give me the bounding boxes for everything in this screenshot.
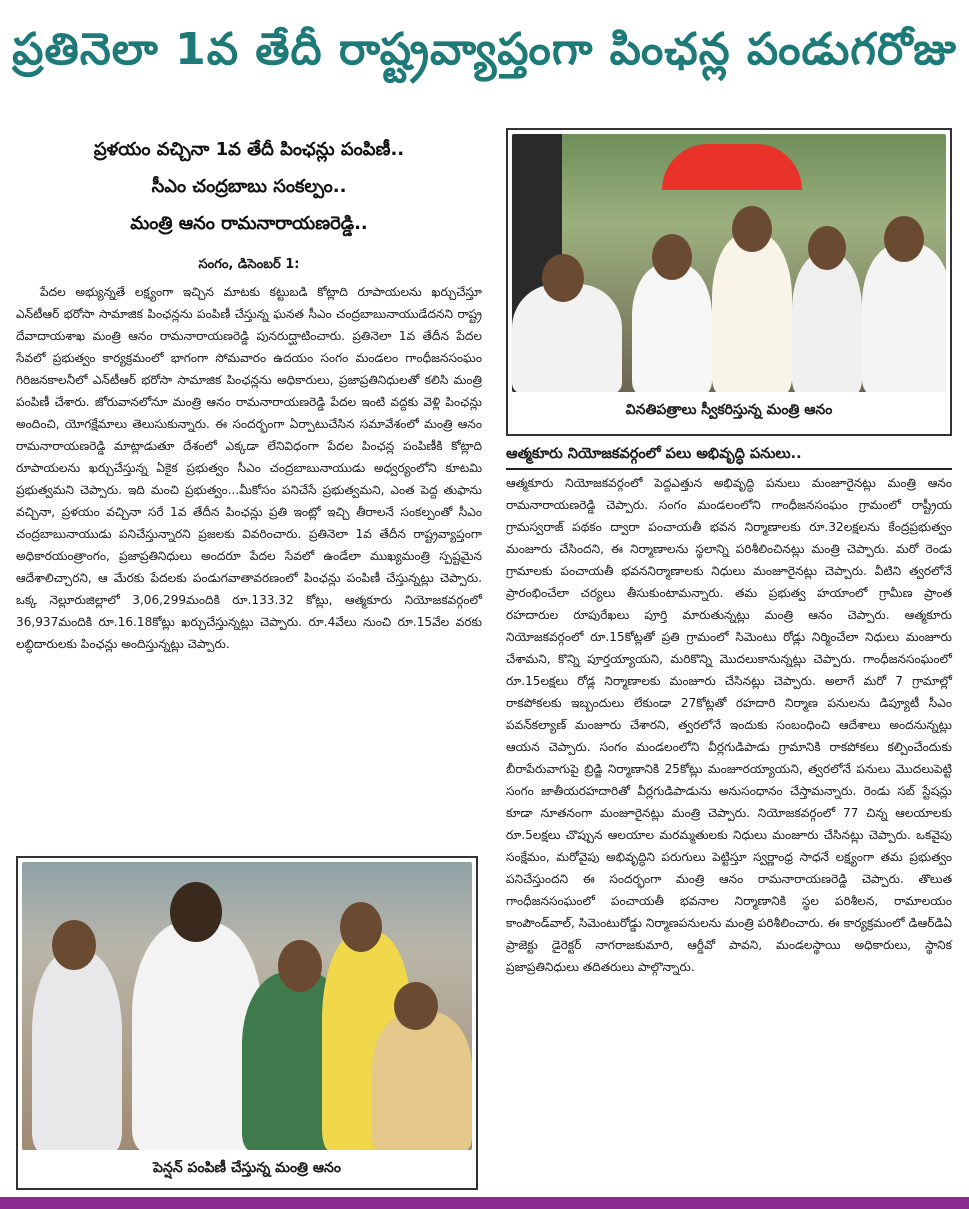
petitions-photo bbox=[512, 134, 946, 392]
right-column bbox=[506, 128, 952, 978]
pension-photo-caption: పెన్షన్ పంపిణీ చేస్తున్న మంత్రి ఆనం bbox=[153, 1160, 341, 1176]
pension-photo-frame bbox=[16, 856, 478, 1190]
bottom-border-bar bbox=[0, 1197, 969, 1209]
petitions-photo-caption: వినతిపత్రాలు స్వీకరిస్తున్న మంత్రి ఆనం bbox=[625, 402, 833, 418]
petition-photo-frame bbox=[506, 128, 952, 436]
pension-distribution-photo bbox=[22, 862, 472, 1150]
dateline: సంగం, డిసెంబర్ 1: bbox=[198, 257, 300, 272]
subheading-1: ప్రళయం వచ్చినా 1వ తేదీ పింఛన్లు పంపిణీ.. bbox=[93, 139, 405, 160]
left-column bbox=[16, 128, 482, 1176]
section-title: ఆత్మకూరు నియోజకవర్గంలో పలు అభివృద్ధి పనులు.. bbox=[506, 446, 952, 470]
page-headline: ప్రతినెలా 1వ తేదీ రాష్ట్రవ్యాప్తంగా పింఛన్ల పండుగరోజు bbox=[12, 24, 957, 75]
left-article-body: పేదల అభ్యున్నతే లక్ష్యంగా ఇచ్చిన మాటకు కట్టుబడి కోట్లాది రూపాయలను ఖర్చుచేస్తూ ఎన్‌టీఆర్ భరోసా సామాజిక పింఛన్లను పంపిణీ చేస్తున్న ఘనత సీఎం చంద్రబాబునాయుడేదనని రాష్ట్ర దేవాదాయశాఖ మంత్రి ఆనం రామనారాయణరెడ్డి పునరుద్ఘాటించారు. ప్రతినెలా 1వ తేదీన పేదల సేవలో ప్రభుత్వం కార్యక్రమంలో భాగంగా సోమవారం ఉదయం సంగం మండలం గాంధీజనసంఘం గిరిజనకాలనీలో ఎన్‌టీఆర్ భరోసా సామాజిక పింఛన్లను అధికారులు, ప్రజాప్రతినిధులతో కలిసి మంత్రి పంపిణీ చేశారు. జోరువానలోనూ మంత్రి ఆనం రామనారాయణరెడ్డి పేదల ఇంటి వద్దకు వెళ్లి పింఛన్లు అందించి, యోగక్షేమాలు తెలుసుకున్నారు. ఈ సందర్భంగా ఏర్పాటుచేసిన సమావేశంలో మంత్రి ఆనం రామనారాయణరెడ్డి మాట్లాడుతూ దేశంలో ఎక్కడా లేనివిధంగా పేదల పింఛన్ల పంపిణీకి కోట్లాది రూపాయలను ఖర్చుచేస్తున్న ఏకైక ప్రభుత్వం సీఎం చంద్రబాబునాయుడు అధ్వర్యంలోని కూటమి ప్రభుత్వమని చెప్పారు. ఇది మంచి ప్రభుత్వం...మీకోసం పనిచేసే ప్రభుత్వమని, ఎంత పెద్ద తుఫాను వచ్చినా, ప్రళయం వచ్చినా సరే 1వ తేదీన పింఛన్లు ప్రతి ఇంట్లో ఇచ్చి తీరాలనే సంకల్పంతో సీఎం చంద్రబాబునాయుడు పనిచేస్తున్నారని ప్రజలకు వివరించారు. ప్రతినెలా 1వ తేదీన రాష్ట్రవ్యాప్తంగా అధికారయంత్రాంగం, ప్రజాప్రతినిధులు అందరూ పేదల సేవలో ఉండేలా ముఖ్యమంత్రి స్పష్టమైన ఆదేశాలిచ్చారని, ఆ మేరకు పేదలకు పండుగవాతావరణంలో పింఛన్లు పంపిణీ చేస్తున్నట్లు చెప్పారు. ఒక్క నెల్లూరుజిల్లాలో 3,06,299మందికి రూ.133.32 కోట్లు, ఆత్మకూరు నియోజకవర్గంలో 36,937మందికి రూ.16.18కోట్లు ఖర్చుచేస్తున్నట్లు చెప్పారు. రూ.4వేలు నుంచి రూ.15వేల వరకు లబ్ధిదారులకు పింఛన్లు అందిస్తున్నట్లు చెప్పారు. bbox=[16, 285, 482, 651]
right-article-body: ఆత్మకూరు నియోజకవర్గంలో పెద్దఎత్తున అభివృద్ధి పనులు మంజూరైనట్లు మంత్రి ఆనం రామనారాయణరెడ్డి చెప్పారు. సంగం మండలంలోని గాంధీజనసంఘం గ్రామంలో రాష్ట్రీయ గ్రామస్వరాజ్ పథకం ద్వారా పంచాయతీ భవన నిర్మాణాలకు రూ.32లక్షలను కేంద్రప్రభుత్వం మంజూరు చేసిందని, ఈ నిర్మాణాలను స్థలాన్ని పరిశీలించినట్లు మంత్రి చెప్పారు. మరో రెండు గ్రామాలకు పంచాయతీ భవననిర్మాణాలకు నిధులు మంజూరైనట్లు చెప్పారు. వీటిని త్వరలోనే ప్రారంభించేలా చర్యలు తీసుకుంటామన్నారు. తమ ప్రభుత్వ హయాంలో గ్రామీణ ప్రాంత రహదారుల రూపురేఖలు పూర్తి మారుతున్నట్లు మంత్రి ఆనం చెప్పారు. ఆత్మకూరు నియోజకవర్గంలో రూ.15కోట్లతో ప్రతి గ్రామంలో సిమెంటు రోడ్లు నిర్మించేలా నిధులు మంజూరు చేశామని, కొన్ని పూర్తయ్యాయని, మరికొన్ని మొదలుకానున్నట్లు చెప్పారు. గాంధీజనసంఘంలో రూ.15లక్షలు రోడ్ల నిర్మాణాలకు మంజూరు చేసినట్లు చెప్పారు. అలాగే మరో 7 గ్రామాల్లో రాకపోకలకు ఇబ్బందులు లేకుండా 27కోట్లతో రహదారి నిర్మాణ పనులను డిప్యూటీ సీఎం పవన్‌కల్యాణ్ మంజూరు చేశారని, త్వరలోనే ఇందుకు సంబంధించి ఆదేశాలు అందనున్నట్లు ఆయన చెప్పారు. సంగం మండలంలోని వీర్లగుడిపాడు గ్రామానికి రాకపోకలు కల్పించేందుకు బీరాపేరువాగుపై బ్రిడ్జి నిర్మాణానికి 25కోట్లు మంజూరయ్యాయని, త్వరలోనే పనులు మొదలుపెట్టి సంగం జాతీయరహదారితో వీర్లగుడిపాడును అనుసంధానం చేస్తామన్నారు. రెండు సబ్ స్టేషన్లు కూడా నూతనంగా మంజూరైనట్లు మంత్రి చెప్పారు. నియోజకవర్గంలో 77 చిన్న ఆలయాలకు రూ.5లక్షలు చొప్పున ఆలయాల మరమ్మతులకు నిధులు మంజూరు చేసినట్లు చెప్పారు. ఒకవైపు సంక్షేమం, మరోవైపు అభివృద్ధిని పరుగులు పెట్టిస్తూ స్వర్ణాంధ్ర సాధనే లక్ష్యంగా తమ ప్రభుత్వం పనిచేస్తుందని ఈ సందర్భంగా మంత్రి ఆనం రామనారాయణరెడ్డి చెప్పారు. తొలుత గాంధీజనసంఘంలో పంచాయతీ భవనాల నిర్మాణానికి స్థల పరిశీలన, రామాలయం కాంపౌండ్‌వాల్, సిమెంటురోడ్డు నిర్మాణపనులను మంత్రి పరిశీలించారు. ఈ కార్యక్రమంలో డిఆర్‌డిఏ ప్రాజెక్టు డైరెక్టర్ నాగరాజకుమారి, ఆర్డీవో పావని, మండలస్థాయి అధికారులు, స్థానిక ప్రజాప్రతినిధులు తదితరులు పాల్గొన్నారు. bbox=[506, 476, 952, 974]
subheading-2: సీఎం చంద్రబాబు సంకల్పం.. bbox=[151, 176, 347, 197]
subheading-3: మంత్రి ఆనం రామనారాయణరెడ్డి.. bbox=[130, 213, 368, 234]
